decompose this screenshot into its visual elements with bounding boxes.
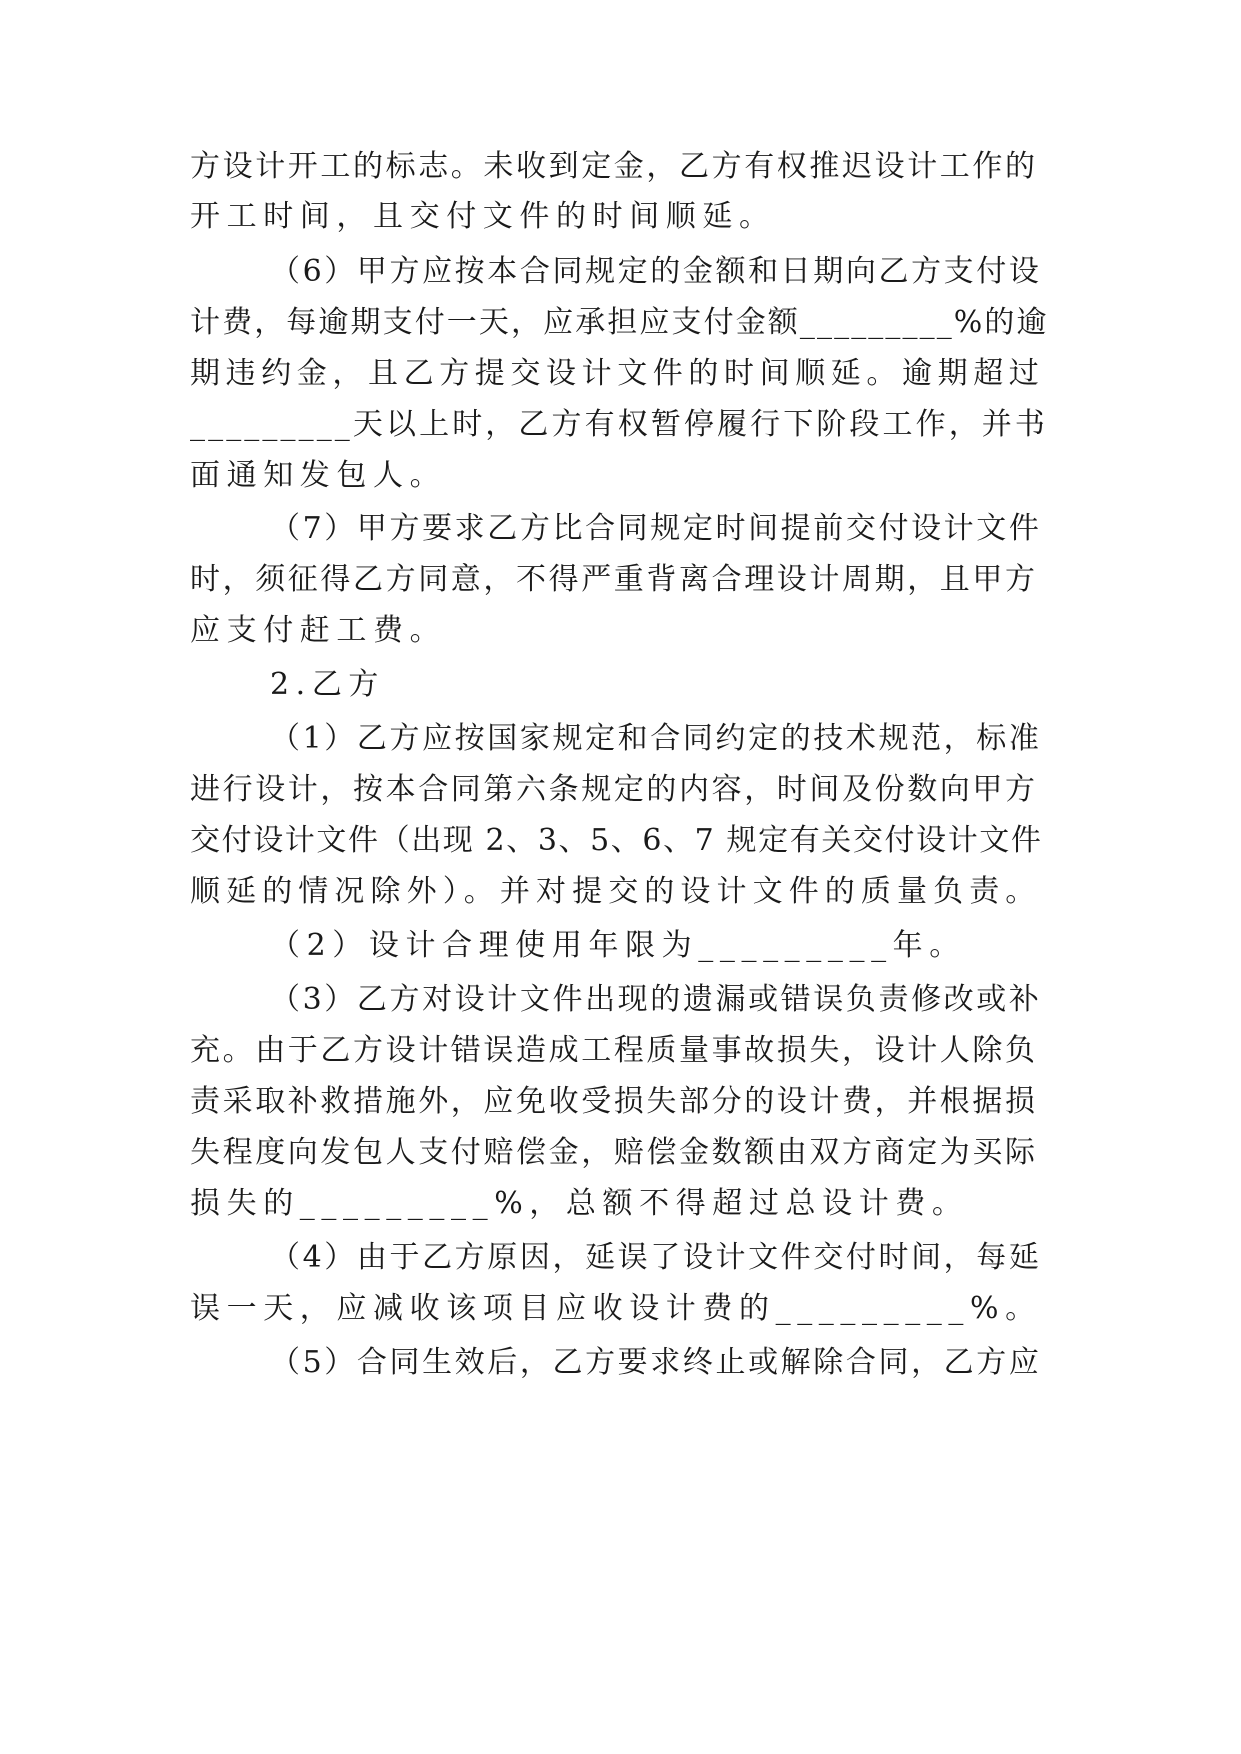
text-line: （6）甲方应按本合同规定的金额和日期向乙方支付设 xyxy=(270,254,1042,289)
text-line: （5）合同生效后，乙方要求终止或解除合同，乙方应 xyxy=(270,1345,1042,1380)
text-line: （1）乙方应按国家规定和合同约定的技术规范，标准 xyxy=(270,721,1042,756)
text-line: 交付设计文件（出现 2、3、5、6、7 规定有关交付设计文件 xyxy=(190,823,1043,858)
text-line: （7）甲方要求乙方比合同规定时间提前交付设计文件 xyxy=(270,511,1042,546)
text-line: 失程度向发包人支付赔偿金，赔偿金数额由双方商定为买际 xyxy=(190,1135,1038,1170)
text-line: 充。由于乙方设计错误造成工程质量事故损失，设计人除负 xyxy=(190,1033,1038,1068)
section-heading: 2.乙方 xyxy=(270,667,386,702)
text-line: 计费，每逾期支付一天，应承担应支付金额_________%的逾 xyxy=(190,305,1049,340)
text-line: （3）乙方对设计文件出现的遗漏或错误负责修改或补 xyxy=(270,982,1042,1017)
text-line: _________天以上时，乙方有权暂停履行下阶段工作，并书 xyxy=(190,407,1048,442)
text-line: 损失的_________%，总额不得超过总设计费。 xyxy=(190,1186,969,1221)
text-line: 时，须征得乙方同意，不得严重背离合理设计周期，且甲方 xyxy=(190,562,1038,597)
text-line: 开工时间，且交付文件的时间顺延。 xyxy=(190,199,776,234)
text-line: 应支付赶工费。 xyxy=(190,613,447,648)
text-line: 顺延的情况除外）。并对提交的设计文件的质量负责。 xyxy=(190,874,1042,909)
text-line: 进行设计，按本合同第六条规定的内容，时间及份数向甲方 xyxy=(190,772,1038,807)
text-line: 误一天，应减收该项目应收设计费的_________%。 xyxy=(190,1291,1042,1326)
text-line: （4）由于乙方原因，延误了设计文件交付时间，每延 xyxy=(270,1240,1042,1275)
text-line: （2）设计合理使用年限为_________年。 xyxy=(270,928,966,963)
text-line: 面通知发包人。 xyxy=(190,458,447,493)
text-line: 责采取补救措施外，应免收受损失部分的设计费，并根据损 xyxy=(190,1084,1038,1119)
text-line: 方设计开工的标志。未收到定金，乙方有权推迟设计工作的 xyxy=(190,149,1038,184)
text-line: 期违约金，且乙方提交设计文件的时间顺延。逾期超过 xyxy=(190,356,1045,391)
